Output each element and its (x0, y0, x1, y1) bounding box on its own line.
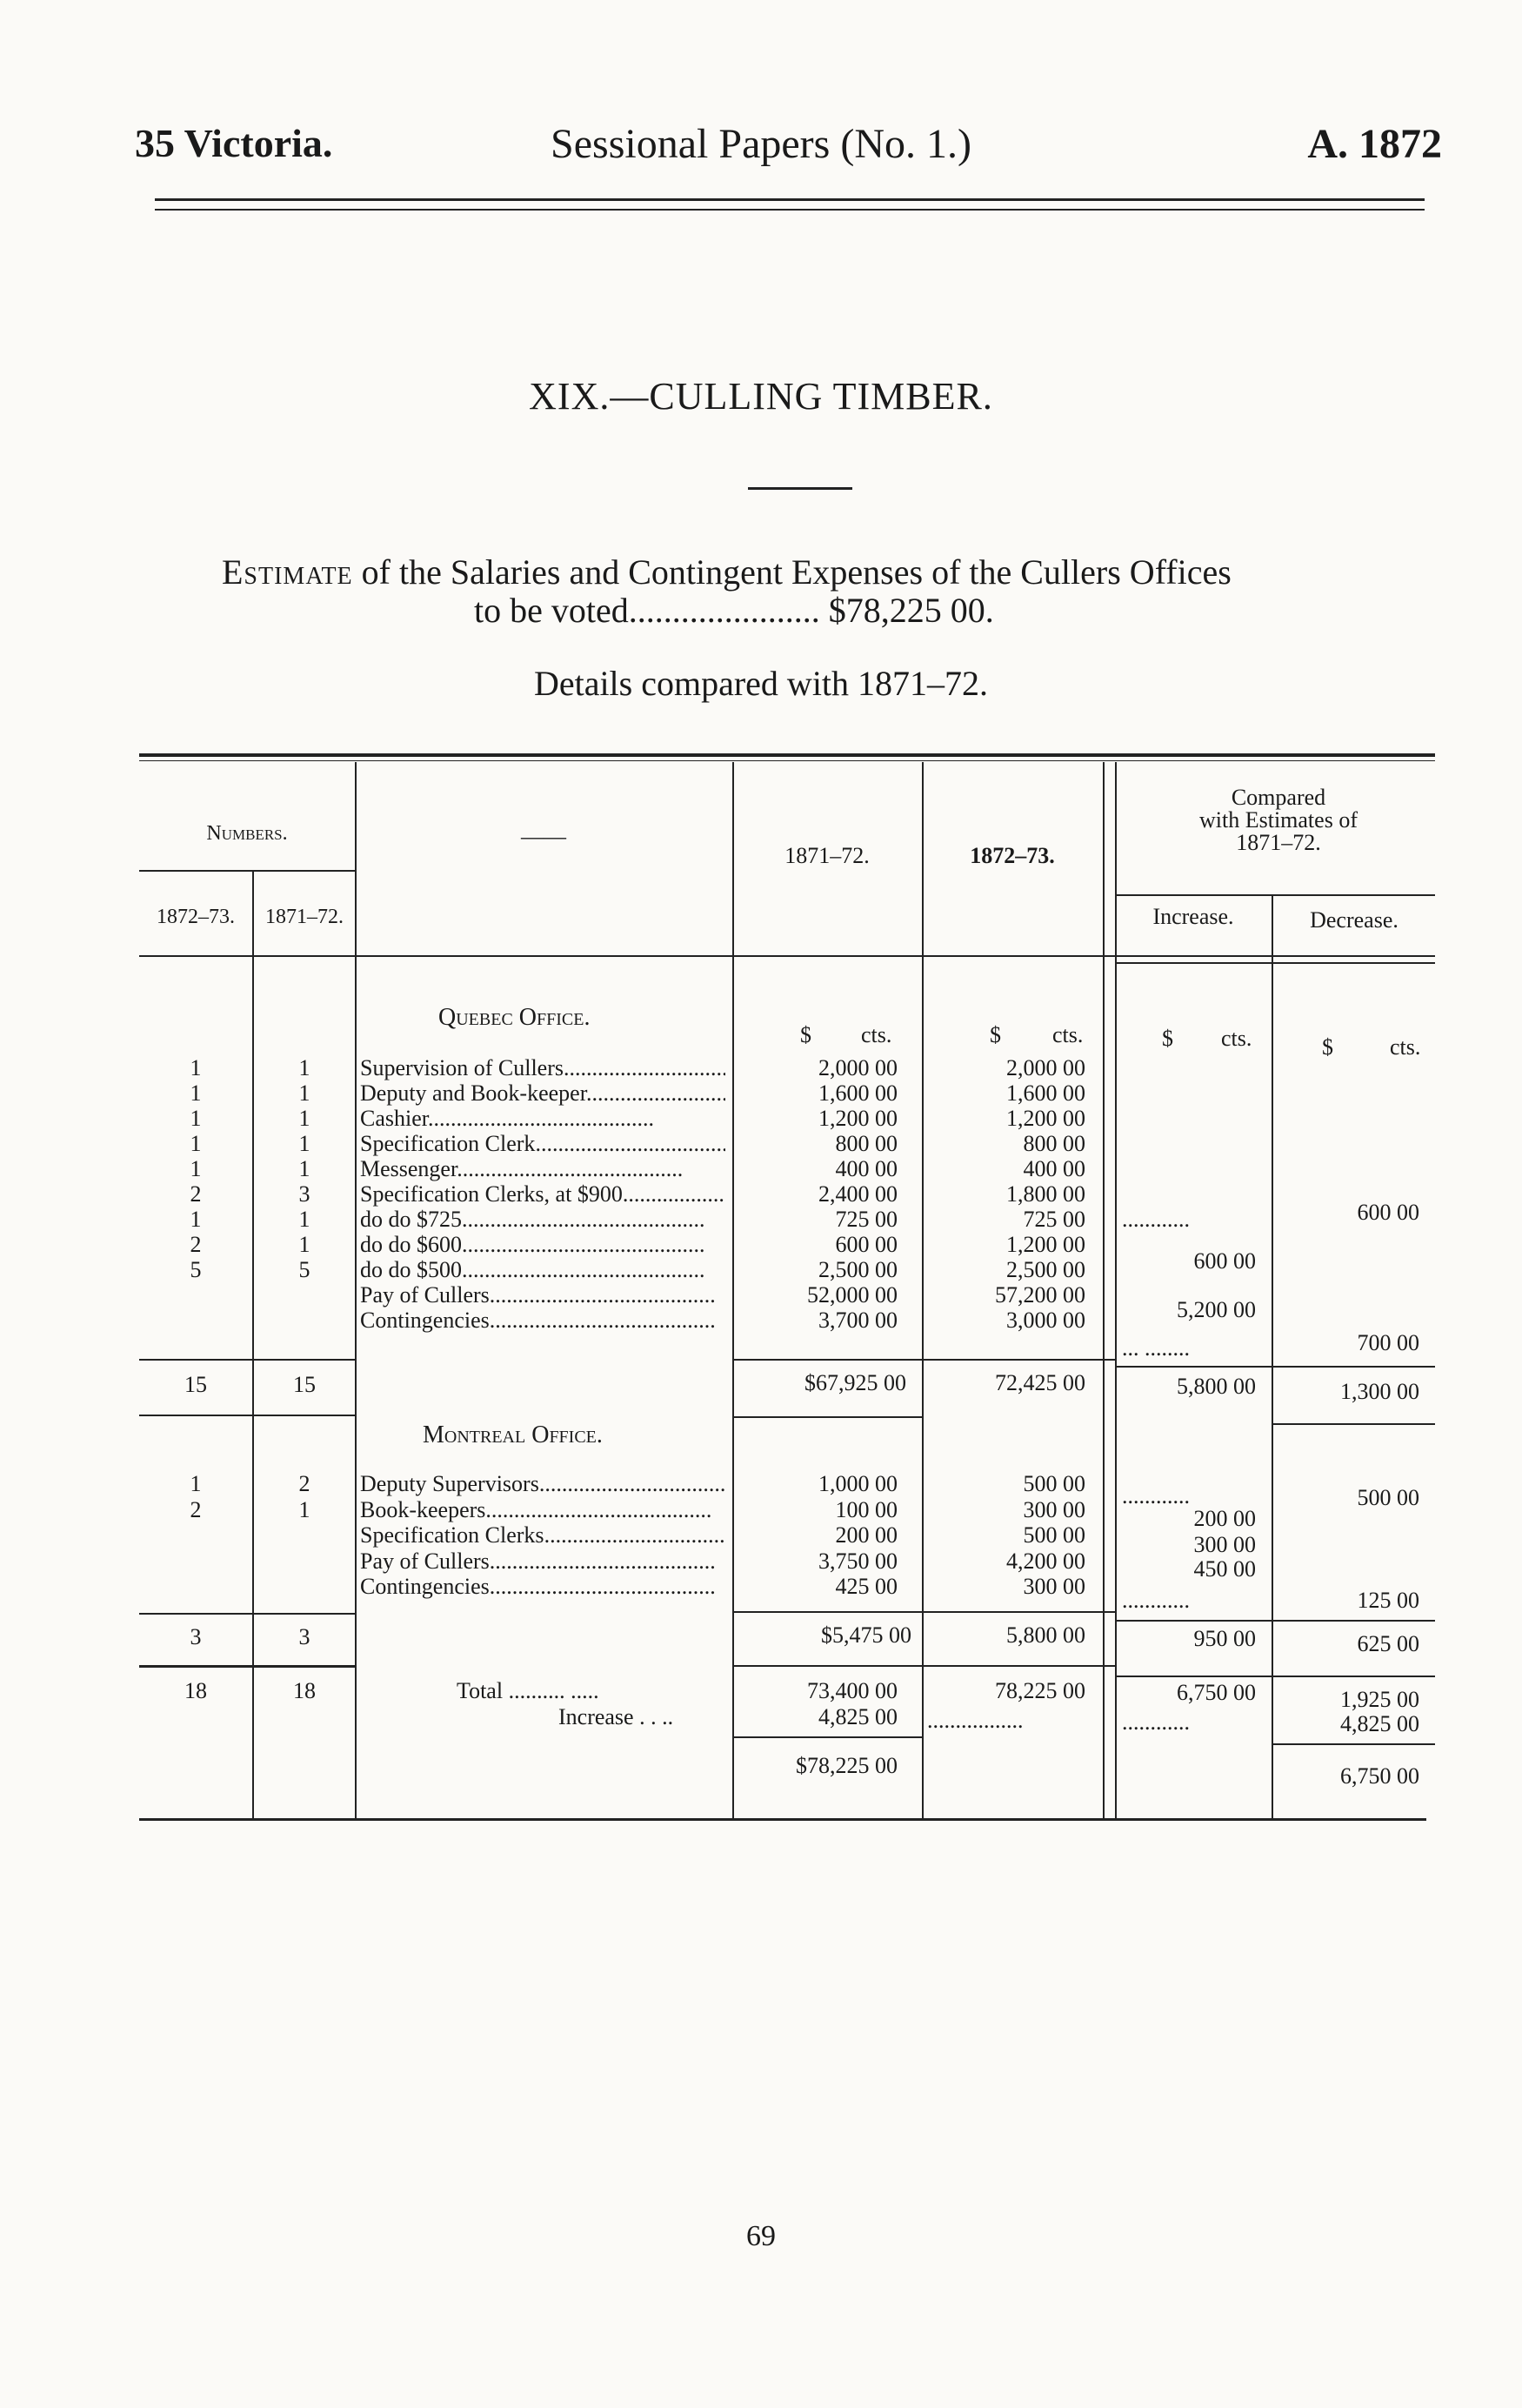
col-line-6 (1272, 896, 1273, 1818)
header-session: 35 Victoria. (135, 121, 333, 165)
header-compared (1122, 786, 1435, 854)
header-n1: 1872–73. (157, 906, 235, 928)
header-year: A. 1872 (1307, 121, 1442, 167)
montreal-row-desc: Deputy Supervisors ..... (360, 1472, 725, 1496)
total-label: Total .......... ..... (457, 1678, 599, 1703)
quebec-sub-b: 72,425 00 (995, 1370, 1085, 1395)
quebec-row-desc: do do $600... ..... (360, 1233, 725, 1257)
montreal-row-desc: Pay of Cullers ..... (360, 1549, 725, 1574)
numbers-header: Numbers. (206, 822, 288, 845)
quebec-row-1871: 800 00 (835, 1131, 898, 1156)
quebec-row-n2: 1 (298, 1080, 310, 1106)
compared-line-1: Compared (1231, 785, 1326, 810)
quebec-row-n1: 1 (190, 1131, 202, 1156)
header-bottom-rule-2 (1115, 962, 1435, 964)
quebec-row-n2: 1 (298, 1232, 310, 1257)
quebec-sub-a: $67,925 00 (804, 1370, 906, 1395)
quebec-row-1871: 1,600 00 (818, 1080, 898, 1106)
col3-cts: cts. (1221, 1026, 1252, 1051)
page-number: 69 (746, 2220, 776, 2252)
quebec-row-desc: Pay of Cullers ..... (360, 1283, 725, 1308)
total-n2: 18 (293, 1678, 316, 1703)
col2-cts: cts. (1052, 1022, 1084, 1047)
quebec-row-1871: 52,000 00 (807, 1282, 898, 1308)
montreal-sub-inc: 950 00 (1193, 1626, 1256, 1651)
quebec-inc-600: 600 00 (1193, 1248, 1256, 1274)
col4-dollar: $ (1322, 1034, 1333, 1060)
quebec-row-1872: 725 00 (1023, 1207, 1085, 1232)
quebec-sub-n2: 15 (293, 1372, 316, 1397)
header-bottom-rule (139, 955, 1435, 957)
montreal-row-1872: 500 00 (1023, 1522, 1085, 1548)
quebec-row-n1: 2 (190, 1232, 202, 1257)
total-dec: 1,925 00 (1340, 1687, 1419, 1712)
montreal-row-desc: Contingencies ..... (360, 1575, 725, 1599)
quebec-sub-n1: 15 (184, 1372, 207, 1397)
col-line-1 (252, 870, 254, 1818)
quebec-row-n2: 3 (298, 1181, 310, 1207)
quebec-row-desc: Contingencies ..... (360, 1308, 725, 1333)
quebec-row-1872: 1,600 00 (1006, 1080, 1085, 1106)
total-b-dots: ................. (927, 1708, 1024, 1733)
montreal-inc-pay: 450 00 (1193, 1556, 1256, 1582)
montreal-row-1871: 425 00 (835, 1574, 898, 1599)
quebec-row-n2: 5 (298, 1257, 310, 1282)
estimate-rest: of the Salaries and Contingent Expenses of the Cullers Offices (361, 552, 1232, 592)
quebec-row-1871: 400 00 (835, 1156, 898, 1181)
quebec-row-desc: Specification Clerk ..... (360, 1132, 725, 1156)
montreal-inc-spec: 300 00 (1193, 1532, 1256, 1557)
montreal-row-desc: Specification Clerks ..... (360, 1523, 725, 1548)
quebec-row-n1: 1 (190, 1106, 202, 1131)
col3-dollar: $ (1162, 1026, 1173, 1051)
quebec-row-1872: 800 00 (1023, 1131, 1085, 1156)
montreal-row-n2: 2 (298, 1471, 310, 1496)
quebec-sub-inc: 5,800 00 (1177, 1374, 1256, 1399)
quebec-inc-pay: 5,200 00 (1177, 1297, 1256, 1322)
compared-line-2: with Estimates of (1199, 807, 1358, 833)
total-dec-2: 4,825 00 (1340, 1711, 1419, 1736)
header-n2: 1871–72. (265, 906, 344, 928)
montreal-row-1871: 3,750 00 (818, 1548, 898, 1574)
col-line-2 (355, 762, 357, 1818)
header-decrease: Decrease. (1310, 907, 1399, 933)
quebec-row-1871: 2,000 00 (818, 1055, 898, 1080)
quebec-heading: Quebec Office. (438, 1004, 591, 1031)
quebec-row-desc: Deputy and Book-keeper ..... (360, 1081, 725, 1106)
montreal-dec-cont: 125 00 (1357, 1588, 1419, 1613)
montreal-row-n1: 1 (190, 1471, 202, 1496)
compared-line-3: 1871–72. (1236, 830, 1321, 855)
montreal-row-1872: 500 00 (1023, 1471, 1085, 1496)
montreal-dots-2: ............ (1122, 1588, 1190, 1613)
quebec-row-1871: 725 00 (835, 1207, 898, 1232)
numbers-rule (139, 870, 355, 872)
compared-rule (1115, 894, 1435, 896)
quebec-dots-1: ............ (1122, 1207, 1190, 1232)
total-inc: 6,750 00 (1177, 1680, 1256, 1705)
quebec-sub-dec: 1,300 00 (1340, 1379, 1419, 1404)
quebec-row-desc: do do $725... ..... (360, 1207, 725, 1232)
col1-cts: cts. (861, 1022, 892, 1047)
quebec-row-n1: 1 (190, 1156, 202, 1181)
quebec-row-n1: 1 (190, 1207, 202, 1232)
quebec-row-desc: Cashier ..... (360, 1107, 725, 1131)
total-a: 73,400 00 (807, 1678, 898, 1703)
quebec-row-1872: 2,000 00 (1006, 1055, 1085, 1080)
montreal-row-1872: 4,200 00 (1006, 1548, 1085, 1574)
montreal-sub-n1: 3 (190, 1624, 202, 1649)
quebec-dec-cont: 700 00 (1357, 1330, 1419, 1355)
header-rule-top (155, 198, 1425, 201)
header-description: —— (521, 824, 566, 849)
header-rule-bottom (155, 209, 1425, 211)
quebec-row-n1: 2 (190, 1181, 202, 1207)
quebec-row-n2: 1 (298, 1106, 310, 1131)
montreal-row-desc: Book-keepers ..... (360, 1498, 725, 1522)
total-inc-dots: ............ (1122, 1709, 1190, 1735)
montreal-row-1871: 100 00 (835, 1496, 898, 1522)
montreal-row-1872: 300 00 (1023, 1496, 1085, 1522)
quebec-row-desc: Specification Clerks, at $900... ..... (360, 1182, 725, 1207)
col1-dollar: $ (800, 1022, 811, 1047)
montreal-dots-1: ............ (1122, 1483, 1190, 1508)
table-top-rule-thin (139, 760, 1435, 761)
quebec-row-1871: 2,400 00 (818, 1181, 898, 1207)
col2-dollar: $ (990, 1022, 1001, 1047)
title-rule (748, 487, 852, 490)
quebec-row-1872: 400 00 (1023, 1156, 1085, 1181)
total-dec-final: 6,750 00 (1340, 1763, 1419, 1789)
quebec-row-n1: 1 (190, 1080, 202, 1106)
quebec-row-n1: 5 (190, 1257, 202, 1282)
montreal-row-n2: 1 (298, 1496, 310, 1522)
total-a-increase: 4,825 00 (818, 1704, 898, 1729)
quebec-row-1872: 57,200 00 (995, 1282, 1085, 1308)
quebec-row-n2: 1 (298, 1207, 310, 1232)
montreal-row-1872: 300 00 (1023, 1574, 1085, 1599)
quebec-row-1871: 1,200 00 (818, 1106, 898, 1131)
estimate-text (222, 553, 1378, 630)
header-increase: Increase. (1152, 904, 1234, 929)
quebec-row-n2: 1 (298, 1055, 310, 1080)
montreal-sub-b: 5,800 00 (1006, 1622, 1085, 1648)
quebec-dec-clerks: 600 00 (1357, 1200, 1419, 1225)
quebec-row-1872: 1,200 00 (1006, 1106, 1085, 1131)
quebec-row-desc: do do $500... ..... (360, 1258, 725, 1282)
estimate-line2: to be voted...................... $78,225 00. (474, 591, 994, 630)
quebec-row-n1: 1 (190, 1055, 202, 1080)
quebec-row-1871: 3,700 00 (818, 1308, 898, 1333)
header-papers: Sessional Papers (No. 1.) (551, 121, 971, 167)
quebec-row-n2: 1 (298, 1131, 310, 1156)
quebec-row-n2: 1 (298, 1156, 310, 1181)
montreal-inc-book: 200 00 (1193, 1506, 1256, 1531)
page-title: XIX.—CULLING TIMBER. (529, 375, 993, 418)
montreal-dec-deputy: 500 00 (1357, 1485, 1419, 1510)
montreal-row-n1: 2 (190, 1496, 202, 1522)
quebec-row-1872: 1,800 00 (1006, 1181, 1085, 1207)
estimate-lead: Estimate (222, 552, 353, 592)
montreal-row-1871: 1,000 00 (818, 1471, 898, 1496)
header-1871: 1871–72. (784, 843, 870, 868)
col-line-5 (1103, 762, 1105, 1818)
total-label-text: Total (457, 1678, 504, 1703)
total-increase-label: Increase . . .. (558, 1704, 674, 1729)
total-b: 78,225 00 (995, 1678, 1085, 1703)
quebec-dots-2: ... ........ (1122, 1335, 1190, 1361)
quebec-row-1872: 3,000 00 (1006, 1308, 1085, 1333)
montreal-row-1871: 200 00 (835, 1522, 898, 1548)
total-increase-label-text: Increase (558, 1704, 634, 1729)
header-1872: 1872–73. (970, 843, 1055, 868)
quebec-row-1871: 2,500 00 (818, 1257, 898, 1282)
total-n1: 18 (184, 1678, 207, 1703)
montreal-sub-n2: 3 (298, 1624, 310, 1649)
montreal-sub-dec: 625 00 (1357, 1631, 1419, 1656)
quebec-row-1871: 600 00 (835, 1232, 898, 1257)
montreal-sub-a: $5,475 00 (821, 1622, 911, 1648)
quebec-row-1872: 2,500 00 (1006, 1257, 1085, 1282)
total-a-final: $78,225 00 (796, 1753, 898, 1778)
quebec-row-desc: Messenger ..... (360, 1157, 725, 1181)
table-top-rule (139, 753, 1435, 757)
quebec-row-1872: 1,200 00 (1006, 1232, 1085, 1257)
table-bottom-rule (139, 1818, 1426, 1821)
details-line: Details compared with 1871–72. (533, 664, 989, 703)
montreal-heading: Montreal Office. (423, 1421, 603, 1448)
quebec-row-desc: Supervision of Cullers ..... (360, 1056, 725, 1080)
col4-cts: cts. (1390, 1034, 1421, 1060)
